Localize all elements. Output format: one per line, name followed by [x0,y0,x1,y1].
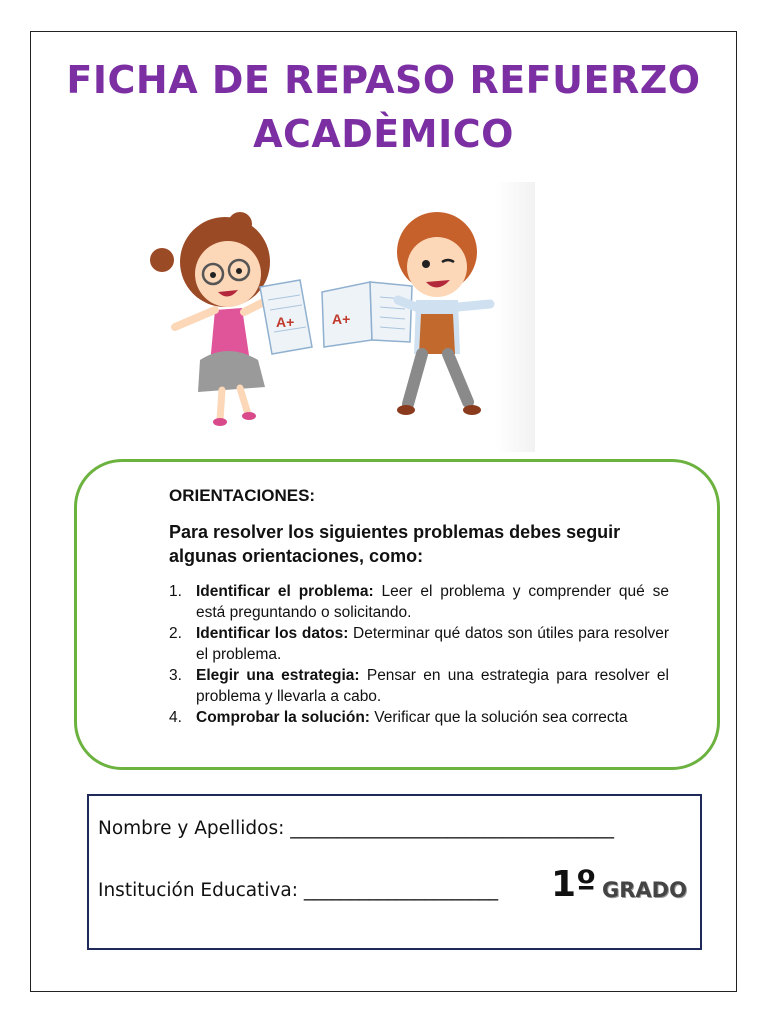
step-number: 4. [169,709,182,726]
grade-number: 1º [551,864,597,905]
open-book [322,282,412,347]
name-field-line[interactable]: Nombre y Apellidos: ___________________________________ [98,818,614,839]
step-description: Verificar que la solución sea correcta [369,709,628,726]
step-number: 3. [169,667,182,684]
step-item [169,624,669,665]
step-title: Elegir una estrategia: [196,667,360,684]
step-item [169,708,669,729]
orientaciones-intro: Para resolver los siguientes problemas debes seguir algunas orientaciones, como: [169,522,621,566]
grade-label: GRADO [602,878,687,902]
orientaciones-heading: ORIENTACIONES: [169,486,316,505]
kids-reading-illustration [140,182,535,452]
kids-illustration-svg [140,182,535,452]
step-text [196,582,669,623]
girl-figure [150,212,270,426]
step-text [196,624,669,665]
step-description: Determinar qué datos son útiles para resolver el problema. [196,625,669,663]
page-title-line-1: FICHA DE REPASO REFUERZO [66,58,701,102]
step-description: Leer el problema y comprender qué se está preguntando o solicitando. [196,583,669,621]
paper-grade-left: A+ [276,314,295,330]
step-number: 1. [169,583,182,600]
step-title: Comprobar la solución: [196,709,370,726]
step-title: Identificar los datos: [196,625,349,642]
orientaciones-steps [169,582,669,730]
step-title: Identificar el problema: [196,583,374,600]
graded-paper-left [260,280,312,354]
step-text [196,708,669,729]
paper-grade-right: A+ [332,311,351,327]
page-title-line-2: ACADÈMICO [253,112,514,156]
step-item [169,666,669,707]
step-description: Pensar en una estrategia para resolver el problema y llevarla a cabo. [196,667,669,705]
step-text [196,666,669,707]
school-field-line[interactable]: Institución Educativa: _____________________ [98,880,499,901]
step-number: 2. [169,625,182,642]
step-item [169,582,669,623]
